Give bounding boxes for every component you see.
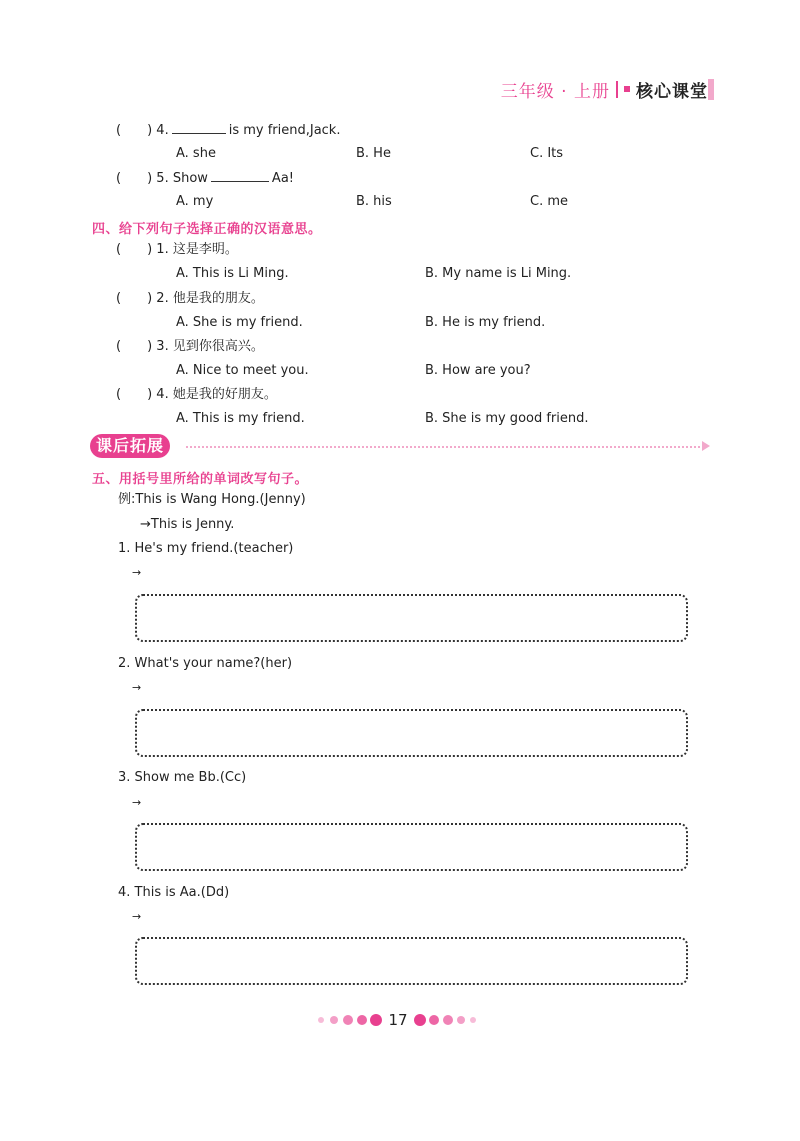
section-4-title: 四、给下列句子选择正确的汉语意思。 [92, 222, 322, 237]
fill-blank[interactable] [211, 170, 269, 182]
header-separator [616, 81, 618, 98]
answer-parenthesis[interactable]: ( ) [116, 339, 153, 354]
answer-box-3[interactable] [135, 823, 688, 871]
option-c: C. me [530, 194, 569, 209]
question-stem: 2. 他是我的朋友。 [156, 291, 264, 306]
question-3-5 [116, 170, 294, 187]
header-course: 核心课堂 [636, 81, 708, 102]
footer-dot-icon [470, 1017, 476, 1023]
question-4-1 [116, 242, 238, 258]
answer-parenthesis[interactable]: ( ) [116, 171, 153, 186]
option-a: A. She is my friend. [176, 315, 303, 330]
answer-parenthesis[interactable]: ( ) [116, 291, 153, 306]
fill-blank[interactable] [172, 122, 226, 134]
header-grade: 三年级 · 上册 [500, 81, 610, 102]
question-4-3 [116, 339, 264, 355]
option-b: B. How are you? [425, 363, 531, 378]
option-b: B. He is my friend. [425, 315, 546, 330]
option-a: A. Nice to meet you. [176, 363, 309, 378]
example-answer: →This is Jenny. [140, 517, 235, 532]
question-3-4 [116, 122, 340, 139]
option-a: A. This is Li Ming. [176, 266, 289, 281]
answer-box-4[interactable] [135, 937, 688, 985]
answer-parenthesis[interactable]: ( ) [116, 242, 153, 257]
arrow-right-icon [702, 441, 710, 451]
option-b: B. My name is Li Ming. [425, 266, 572, 281]
option-a: A. my [176, 194, 214, 209]
banner-label: 课后拓展 [90, 434, 170, 458]
footer-dot-icon [457, 1016, 465, 1024]
footer-dot-icon [318, 1017, 324, 1023]
footer-dot-icon [370, 1014, 382, 1026]
footer-dot-icon [343, 1015, 353, 1025]
arrow-icon: → [132, 681, 142, 694]
section-banner [90, 432, 710, 460]
arrow-icon: → [132, 796, 142, 809]
answer-box-2[interactable] [135, 709, 688, 757]
option-a: A. This is my friend. [176, 411, 305, 426]
footer-dot-icon [443, 1015, 453, 1025]
footer-dot-icon [414, 1014, 426, 1026]
header-accent-bar [708, 79, 714, 100]
option-b: B. He [356, 146, 391, 161]
rewrite-question-2: 2. What's your name?(her) [118, 656, 293, 671]
question-stem: 4. 她是我的好朋友。 [156, 387, 277, 402]
question-stem-pre: 4. [156, 123, 169, 138]
option-b: B. his [356, 194, 392, 209]
rewrite-question-1: 1. He's my friend.(teacher) [118, 541, 294, 556]
option-c: C. Its [530, 146, 564, 161]
option-a: A. she [176, 146, 216, 161]
page-number: 17 [388, 1011, 408, 1029]
answer-parenthesis[interactable]: ( ) [116, 123, 153, 138]
footer-dot-icon [429, 1015, 439, 1025]
page-footer [0, 1010, 800, 1030]
answer-box-1[interactable] [135, 594, 688, 642]
question-stem-pre: 5. Show [156, 171, 208, 186]
section-5-title: 五、用括号里所给的单词改写句子。 [92, 472, 309, 487]
arrow-icon: → [132, 910, 142, 923]
rewrite-question-3: 3. Show me Bb.(Cc) [118, 770, 247, 785]
banner-dotted-line [186, 446, 704, 448]
question-stem: 1. 这是李明。 [156, 242, 238, 257]
header-square-icon [624, 86, 630, 92]
example-sentence: 例:This is Wang Hong.(Jenny) [118, 492, 306, 507]
footer-dot-icon [330, 1016, 338, 1024]
footer-dot-icon [357, 1015, 367, 1025]
question-4-4 [116, 387, 277, 403]
question-stem-post: is my friend,Jack. [228, 123, 341, 138]
arrow-icon: → [132, 566, 142, 579]
option-b: B. She is my good friend. [425, 411, 589, 426]
rewrite-question-4: 4. This is Aa.(Dd) [118, 885, 230, 900]
question-stem-post: Aa! [271, 171, 294, 186]
question-stem: 3. 见到你很高兴。 [156, 339, 264, 354]
question-4-2 [116, 291, 264, 307]
page-header [501, 78, 708, 100]
answer-parenthesis[interactable]: ( ) [116, 387, 153, 402]
